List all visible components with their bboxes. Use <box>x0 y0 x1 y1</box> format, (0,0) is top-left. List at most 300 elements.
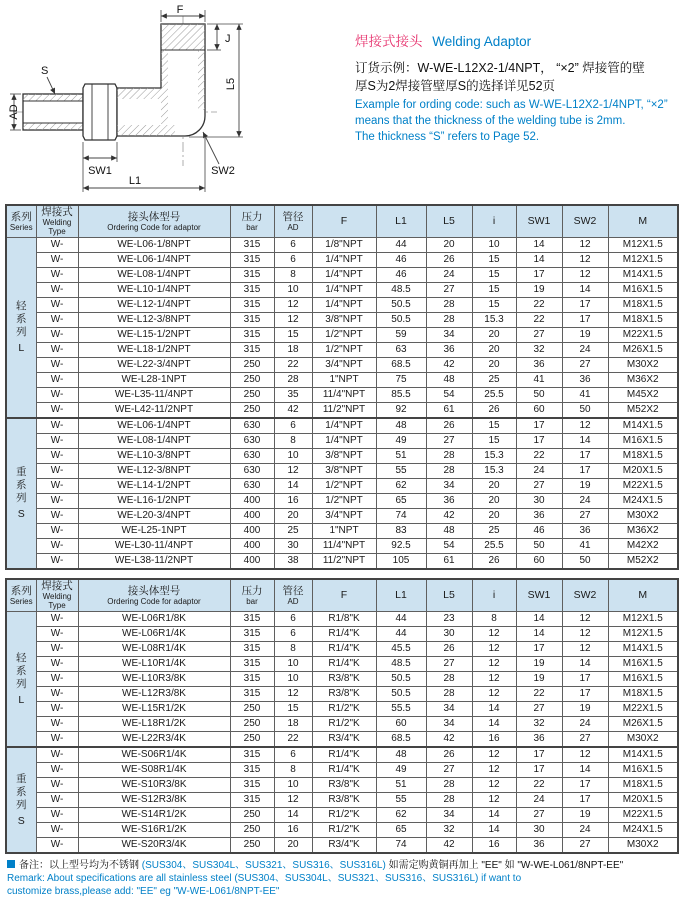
ordering-code-cell: WE-S06R1/4K <box>78 747 230 763</box>
ordering-code-cell: WE-L42-11/2NPT <box>78 403 230 419</box>
dim-i-cell: 26 <box>472 554 516 570</box>
ordering-code-cell: WE-L35-11/4NPT <box>78 388 230 403</box>
remark-line-zh <box>7 859 675 872</box>
col-series: 系列 Series <box>6 205 36 238</box>
ordering-code-cell: WE-L12-3/8NPT <box>78 313 230 328</box>
dim-L1-cell: 65 <box>376 823 426 838</box>
dim-SW1-cell: 27 <box>516 808 562 823</box>
table-row <box>6 388 678 403</box>
dim-i-cell: 15.3 <box>472 449 516 464</box>
dim-SW1-cell: 22 <box>516 778 562 793</box>
dim-L5-cell: 42 <box>426 358 472 373</box>
tube-od-cell: 12 <box>274 298 312 313</box>
tube-od-cell: 8 <box>274 763 312 778</box>
thread-M-cell: M12X1.5 <box>608 612 678 627</box>
dim-i-cell: 12 <box>472 793 516 808</box>
dim-label-AD: AD <box>8 104 20 120</box>
dim-label-L1: L1 <box>128 175 142 187</box>
thread-M-cell: M16X1.5 <box>608 657 678 672</box>
dim-L5-cell: 34 <box>426 717 472 732</box>
col-pressure: 压力 bar <box>230 579 274 612</box>
ordering-example-zh-line2: 厚S为2焊接管壁厚S的选择详见52页 <box>355 79 556 93</box>
dim-i-cell: 26 <box>472 403 516 419</box>
dim-i-cell: 25 <box>472 524 516 539</box>
dim-SW1-cell: 19 <box>516 672 562 687</box>
dim-SW1-cell: 27 <box>516 479 562 494</box>
dim-SW2-cell: 12 <box>562 612 608 627</box>
tube-od-cell: 8 <box>274 642 312 657</box>
dim-L5-cell: 34 <box>426 808 472 823</box>
thread-F-cell: R1/2"K <box>312 717 376 732</box>
dim-i-cell: 12 <box>472 627 516 642</box>
thread-M-cell: M14X1.5 <box>608 268 678 283</box>
thread-M-cell: M30X2 <box>608 838 678 854</box>
tube-od-cell: 15 <box>274 702 312 717</box>
col-L5: L5 <box>426 205 472 238</box>
dim-SW2-cell: 17 <box>562 687 608 702</box>
dim-L1-cell: 68.5 <box>376 732 426 748</box>
pressure-cell: 250 <box>230 838 274 854</box>
dim-SW1-cell: 17 <box>516 763 562 778</box>
dim-i-cell: 10 <box>472 238 516 253</box>
col-ordering-code: 接头体型号 Ordering Code for adaptor <box>78 579 230 612</box>
dim-L1-cell: 62 <box>376 479 426 494</box>
pressure-cell: 630 <box>230 418 274 434</box>
table-row <box>6 612 678 627</box>
col-F: F <box>312 205 376 238</box>
dim-i-cell: 25.5 <box>472 539 516 554</box>
dim-SW2-cell: 17 <box>562 778 608 793</box>
remark-line-en-2: customize brass,please add: "EE" eg "W-WE-L061/8NPT-EE" <box>7 886 280 897</box>
dim-SW1-cell: 14 <box>516 627 562 642</box>
dim-i-cell: 12 <box>472 642 516 657</box>
bspt-adaptor-table <box>5 578 679 854</box>
ordering-code-cell: WE-L12-1/4NPT <box>78 298 230 313</box>
dim-SW1-cell: 60 <box>516 403 562 419</box>
dim-i-cell: 16 <box>472 838 516 854</box>
tube-od-cell: 30 <box>274 539 312 554</box>
pressure-cell: 400 <box>230 539 274 554</box>
dim-SW2-cell: 50 <box>562 554 608 570</box>
pressure-cell: 400 <box>230 554 274 570</box>
dim-label-L5: L5 <box>225 77 237 91</box>
dim-L5-cell: 27 <box>426 434 472 449</box>
title-en: Welding Adaptor <box>432 34 532 49</box>
dim-SW1-cell: 36 <box>516 358 562 373</box>
welding-type-cell: W- <box>36 838 78 854</box>
dim-SW2-cell: 12 <box>562 268 608 283</box>
thread-F-cell: R1/4"K <box>312 763 376 778</box>
dim-SW2-cell: 27 <box>562 358 608 373</box>
pressure-cell: 315 <box>230 313 274 328</box>
thread-M-cell: M22X1.5 <box>608 479 678 494</box>
pressure-cell: 315 <box>230 642 274 657</box>
welding-type-cell: W- <box>36 434 78 449</box>
welding-type-cell: W- <box>36 808 78 823</box>
dim-L5-cell: 36 <box>426 494 472 509</box>
dim-L1-cell: 83 <box>376 524 426 539</box>
dim-SW1-cell: 22 <box>516 449 562 464</box>
table-row <box>6 313 678 328</box>
thread-M-cell: M24X1.5 <box>608 494 678 509</box>
welding-type-cell: W- <box>36 687 78 702</box>
dim-L1-cell: 62 <box>376 808 426 823</box>
ordering-code-cell: WE-L22R3/4K <box>78 732 230 748</box>
thread-F-cell: 1/8"NPT <box>312 238 376 253</box>
table-row <box>6 479 678 494</box>
dim-SW2-cell: 24 <box>562 494 608 509</box>
dim-L5-cell: 34 <box>426 328 472 343</box>
welding-type-cell: W- <box>36 268 78 283</box>
page-title <box>355 30 675 50</box>
dim-i-cell: 15.3 <box>472 464 516 479</box>
dim-SW2-cell: 19 <box>562 808 608 823</box>
dim-L5-cell: 24 <box>426 268 472 283</box>
dim-SW1-cell: 14 <box>516 253 562 268</box>
dim-L5-cell: 26 <box>426 253 472 268</box>
col-SW2: SW2 <box>562 579 608 612</box>
thread-F-cell: 1/4"NPT <box>312 298 376 313</box>
ordering-example-en-line3: The thickness “S” refers to Page 52. <box>355 131 540 143</box>
npt-adaptor-table <box>5 204 679 570</box>
pressure-cell: 400 <box>230 494 274 509</box>
col-i: i <box>472 205 516 238</box>
dim-L1-cell: 48 <box>376 747 426 763</box>
dim-L1-cell: 74 <box>376 838 426 854</box>
tube-od-cell: 16 <box>274 494 312 509</box>
welding-type-cell: W- <box>36 539 78 554</box>
tube-od-cell: 6 <box>274 627 312 642</box>
dim-L1-cell: 75 <box>376 373 426 388</box>
thread-F-cell: 1"NPT <box>312 373 376 388</box>
table-row <box>6 464 678 479</box>
pressure-cell: 400 <box>230 524 274 539</box>
thread-F-cell: R1/4"K <box>312 627 376 642</box>
thread-F-cell: R3/8"K <box>312 778 376 793</box>
welding-type-cell: W- <box>36 672 78 687</box>
dim-SW1-cell: 30 <box>516 494 562 509</box>
table-row <box>6 823 678 838</box>
thread-F-cell: R1/8"K <box>312 612 376 627</box>
dim-SW2-cell: 19 <box>562 328 608 343</box>
dim-L5-cell: 54 <box>426 539 472 554</box>
table-row <box>6 747 678 763</box>
dim-SW1-cell: 32 <box>516 343 562 358</box>
ordering-code-cell: WE-L15-1/2NPT <box>78 328 230 343</box>
title-zh: 焊接式接头 <box>355 34 423 49</box>
table-row <box>6 403 678 419</box>
dim-i-cell: 12 <box>472 747 516 763</box>
thread-F-cell: R1/4"K <box>312 747 376 763</box>
ordering-code-cell: WE-L18R1/2K <box>78 717 230 732</box>
dim-L1-cell: 44 <box>376 612 426 627</box>
dim-SW1-cell: 27 <box>516 702 562 717</box>
dim-SW1-cell: 17 <box>516 747 562 763</box>
dim-SW2-cell: 14 <box>562 434 608 449</box>
dim-i-cell: 12 <box>472 657 516 672</box>
tube-od-cell: 6 <box>274 747 312 763</box>
dim-i-cell: 12 <box>472 672 516 687</box>
dim-label-S: S <box>41 65 49 77</box>
welding-type-cell: W- <box>36 732 78 748</box>
dim-L5-cell: 30 <box>426 627 472 642</box>
dim-L1-cell: 50.5 <box>376 298 426 313</box>
table-row <box>6 554 678 570</box>
dim-i-cell: 25.5 <box>472 388 516 403</box>
thread-F-cell: R3/8"K <box>312 687 376 702</box>
thread-F-cell: 3/8"NPT <box>312 449 376 464</box>
table-row <box>6 268 678 283</box>
thread-M-cell: M52X2 <box>608 403 678 419</box>
dim-SW2-cell: 19 <box>562 479 608 494</box>
dim-L5-cell: 28 <box>426 793 472 808</box>
pressure-cell: 630 <box>230 434 274 449</box>
dim-SW1-cell: 41 <box>516 373 562 388</box>
dim-SW1-cell: 22 <box>516 313 562 328</box>
welding-type-cell: W- <box>36 388 78 403</box>
thread-F-cell: 1/4"NPT <box>312 268 376 283</box>
ordering-code-cell: WE-L06R1/8K <box>78 612 230 627</box>
ordering-code-cell: WE-L10-3/8NPT <box>78 449 230 464</box>
dim-SW1-cell: 17 <box>516 418 562 434</box>
dim-L5-cell: 32 <box>426 823 472 838</box>
dim-SW2-cell: 17 <box>562 793 608 808</box>
table-row <box>6 238 678 253</box>
dim-SW2-cell: 24 <box>562 343 608 358</box>
thread-M-cell: M22X1.5 <box>608 702 678 717</box>
dim-SW2-cell: 17 <box>562 449 608 464</box>
dim-SW2-cell: 19 <box>562 702 608 717</box>
welding-type-cell: W- <box>36 612 78 627</box>
tube-od-cell: 25 <box>274 524 312 539</box>
pressure-cell: 315 <box>230 283 274 298</box>
tube-od-cell: 12 <box>274 793 312 808</box>
tube-od-cell: 20 <box>274 509 312 524</box>
table-row <box>6 298 678 313</box>
col-pressure: 压力 bar <box>230 205 274 238</box>
ordering-code-cell: WE-S20R3/4K <box>78 838 230 854</box>
thread-F-cell: R1/2"K <box>312 808 376 823</box>
dim-i-cell: 20 <box>472 343 516 358</box>
pressure-cell: 315 <box>230 793 274 808</box>
col-SW1: SW1 <box>516 579 562 612</box>
dim-SW1-cell: 19 <box>516 657 562 672</box>
thread-F-cell: 1/2"NPT <box>312 328 376 343</box>
series-label: 轻 系 列 L <box>6 238 36 419</box>
dim-L1-cell: 85.5 <box>376 388 426 403</box>
ordering-code-cell: WE-L22-3/4NPT <box>78 358 230 373</box>
thread-F-cell: R1/4"K <box>312 642 376 657</box>
dim-L1-cell: 48.5 <box>376 283 426 298</box>
thread-M-cell: M16X1.5 <box>608 672 678 687</box>
dim-i-cell: 14 <box>472 823 516 838</box>
tube-od-cell: 18 <box>274 717 312 732</box>
tube-od-cell: 16 <box>274 823 312 838</box>
tube-od-cell: 28 <box>274 373 312 388</box>
col-SW1: SW1 <box>516 205 562 238</box>
tube-od-cell: 6 <box>274 612 312 627</box>
table-row <box>6 509 678 524</box>
dim-SW2-cell: 12 <box>562 747 608 763</box>
header-row <box>6 205 678 238</box>
dim-i-cell: 15 <box>472 298 516 313</box>
col-SW2: SW2 <box>562 205 608 238</box>
dim-L5-cell: 20 <box>426 238 472 253</box>
pressure-cell: 315 <box>230 627 274 642</box>
thread-F-cell: 1/4"NPT <box>312 253 376 268</box>
dim-L1-cell: 55.5 <box>376 702 426 717</box>
table-row <box>6 687 678 702</box>
welding-type-cell: W- <box>36 642 78 657</box>
tube-od-cell: 35 <box>274 388 312 403</box>
ordering-code-cell: WE-L10R3/8K <box>78 672 230 687</box>
tube-od-cell: 12 <box>274 464 312 479</box>
pressure-cell: 250 <box>230 702 274 717</box>
ordering-example-en <box>355 97 675 145</box>
welding-adaptor-diagram <box>5 4 353 204</box>
dim-i-cell: 20 <box>472 328 516 343</box>
dim-i-cell: 16 <box>472 732 516 748</box>
dim-label-SW2: SW2 <box>211 165 235 177</box>
dim-SW2-cell: 41 <box>562 539 608 554</box>
pressure-cell: 315 <box>230 298 274 313</box>
pressure-cell: 250 <box>230 388 274 403</box>
remark-zh-materials: (SUS304、SUS304L、SUS321、SUS316、SUS316L) <box>141 860 386 871</box>
col-series: 系列 Series <box>6 579 36 612</box>
table-row <box>6 627 678 642</box>
dim-SW1-cell: 14 <box>516 238 562 253</box>
dim-SW1-cell: 46 <box>516 524 562 539</box>
ordering-code-cell: WE-L10R1/4K <box>78 657 230 672</box>
welding-type-cell: W- <box>36 283 78 298</box>
thread-F-cell: R1/2"K <box>312 823 376 838</box>
dim-L1-cell: 44 <box>376 238 426 253</box>
ordering-code-cell: WE-L15R1/2K <box>78 702 230 717</box>
ordering-code-cell: WE-L08R1/4K <box>78 642 230 657</box>
dim-L1-cell: 48.5 <box>376 657 426 672</box>
dim-L1-cell: 74 <box>376 509 426 524</box>
tube-od-cell: 14 <box>274 479 312 494</box>
col-M: M <box>608 579 678 612</box>
dim-i-cell: 20 <box>472 358 516 373</box>
dim-SW2-cell: 36 <box>562 524 608 539</box>
dim-L1-cell: 46 <box>376 268 426 283</box>
ordering-code-cell: WE-L06-1/8NPT <box>78 238 230 253</box>
thread-F-cell: 3/8"NPT <box>312 313 376 328</box>
pressure-cell: 630 <box>230 449 274 464</box>
remark-zh-prefix: 备注：以上型号均为不锈钢 <box>19 860 139 871</box>
dim-i-cell: 14 <box>472 702 516 717</box>
pressure-cell: 315 <box>230 672 274 687</box>
dim-L5-cell: 34 <box>426 702 472 717</box>
series-label: 轻 系 列 L <box>6 612 36 748</box>
dim-L5-cell: 42 <box>426 838 472 854</box>
col-tube-od: 管径 AD <box>274 205 312 238</box>
col-welding-type: 焊接式 Welding Type <box>36 579 78 612</box>
tube-od-cell: 10 <box>274 449 312 464</box>
table-row <box>6 657 678 672</box>
table-row <box>6 732 678 748</box>
dim-SW2-cell: 41 <box>562 388 608 403</box>
dim-L5-cell: 36 <box>426 343 472 358</box>
dim-i-cell: 12 <box>472 778 516 793</box>
dim-L5-cell: 42 <box>426 509 472 524</box>
tube-od-cell: 12 <box>274 687 312 702</box>
thread-F-cell: R3/8"K <box>312 672 376 687</box>
dim-L5-cell: 27 <box>426 657 472 672</box>
dim-L5-cell: 26 <box>426 747 472 763</box>
thread-M-cell: M36X2 <box>608 524 678 539</box>
ordering-example-en-line2: means that the thickness of the welding tube is 2mm. <box>355 115 626 127</box>
dim-SW1-cell: 17 <box>516 268 562 283</box>
dim-SW2-cell: 12 <box>562 627 608 642</box>
table-gap <box>5 570 677 578</box>
tube-od-cell: 6 <box>274 253 312 268</box>
thread-M-cell: M14X1.5 <box>608 642 678 657</box>
dim-L1-cell: 45.5 <box>376 642 426 657</box>
pressure-cell: 315 <box>230 657 274 672</box>
tube-od-cell: 18 <box>274 343 312 358</box>
thread-F-cell: 1/2"NPT <box>312 343 376 358</box>
thread-M-cell: M18X1.5 <box>608 298 678 313</box>
thread-F-cell: 11/2"NPT <box>312 554 376 570</box>
pressure-cell: 250 <box>230 403 274 419</box>
welding-type-cell: W- <box>36 747 78 763</box>
tube-od-cell: 10 <box>274 657 312 672</box>
thread-F-cell: 3/8"NPT <box>312 464 376 479</box>
dim-SW1-cell: 17 <box>516 434 562 449</box>
table-row <box>6 524 678 539</box>
col-L5: L5 <box>426 579 472 612</box>
pressure-cell: 315 <box>230 687 274 702</box>
welding-type-cell: W- <box>36 702 78 717</box>
dim-L5-cell: 48 <box>426 373 472 388</box>
welding-type-cell: W- <box>36 298 78 313</box>
thread-M-cell: M24X1.5 <box>608 823 678 838</box>
ordering-code-cell: WE-L38-11/2NPT <box>78 554 230 570</box>
ordering-code-cell: WE-S12R3/8K <box>78 793 230 808</box>
series-label: 重 系 列 S <box>6 418 36 569</box>
pressure-cell: 250 <box>230 717 274 732</box>
welding-type-cell: W- <box>36 494 78 509</box>
thread-F-cell: 1/2"NPT <box>312 494 376 509</box>
dim-L5-cell: 28 <box>426 672 472 687</box>
dim-i-cell: 8 <box>472 612 516 627</box>
dim-L1-cell: 68.5 <box>376 358 426 373</box>
dim-i-cell: 25 <box>472 373 516 388</box>
dim-SW2-cell: 17 <box>562 298 608 313</box>
thread-M-cell: M26X1.5 <box>608 343 678 358</box>
welding-type-cell: W- <box>36 524 78 539</box>
dim-L1-cell: 51 <box>376 778 426 793</box>
table-row <box>6 763 678 778</box>
dim-L5-cell: 28 <box>426 687 472 702</box>
dim-SW2-cell: 14 <box>562 763 608 778</box>
table-row <box>6 778 678 793</box>
thread-M-cell: M52X2 <box>608 554 678 570</box>
table-row <box>6 328 678 343</box>
thread-F-cell: R1/4"K <box>312 657 376 672</box>
welding-type-cell: W- <box>36 464 78 479</box>
thread-F-cell: R1/2"K <box>312 702 376 717</box>
dim-SW1-cell: 24 <box>516 464 562 479</box>
ordering-code-cell: WE-L18-1/2NPT <box>78 343 230 358</box>
dim-i-cell: 20 <box>472 494 516 509</box>
table-row <box>6 717 678 732</box>
dim-SW1-cell: 22 <box>516 687 562 702</box>
dim-SW2-cell: 14 <box>562 283 608 298</box>
table-row <box>6 434 678 449</box>
